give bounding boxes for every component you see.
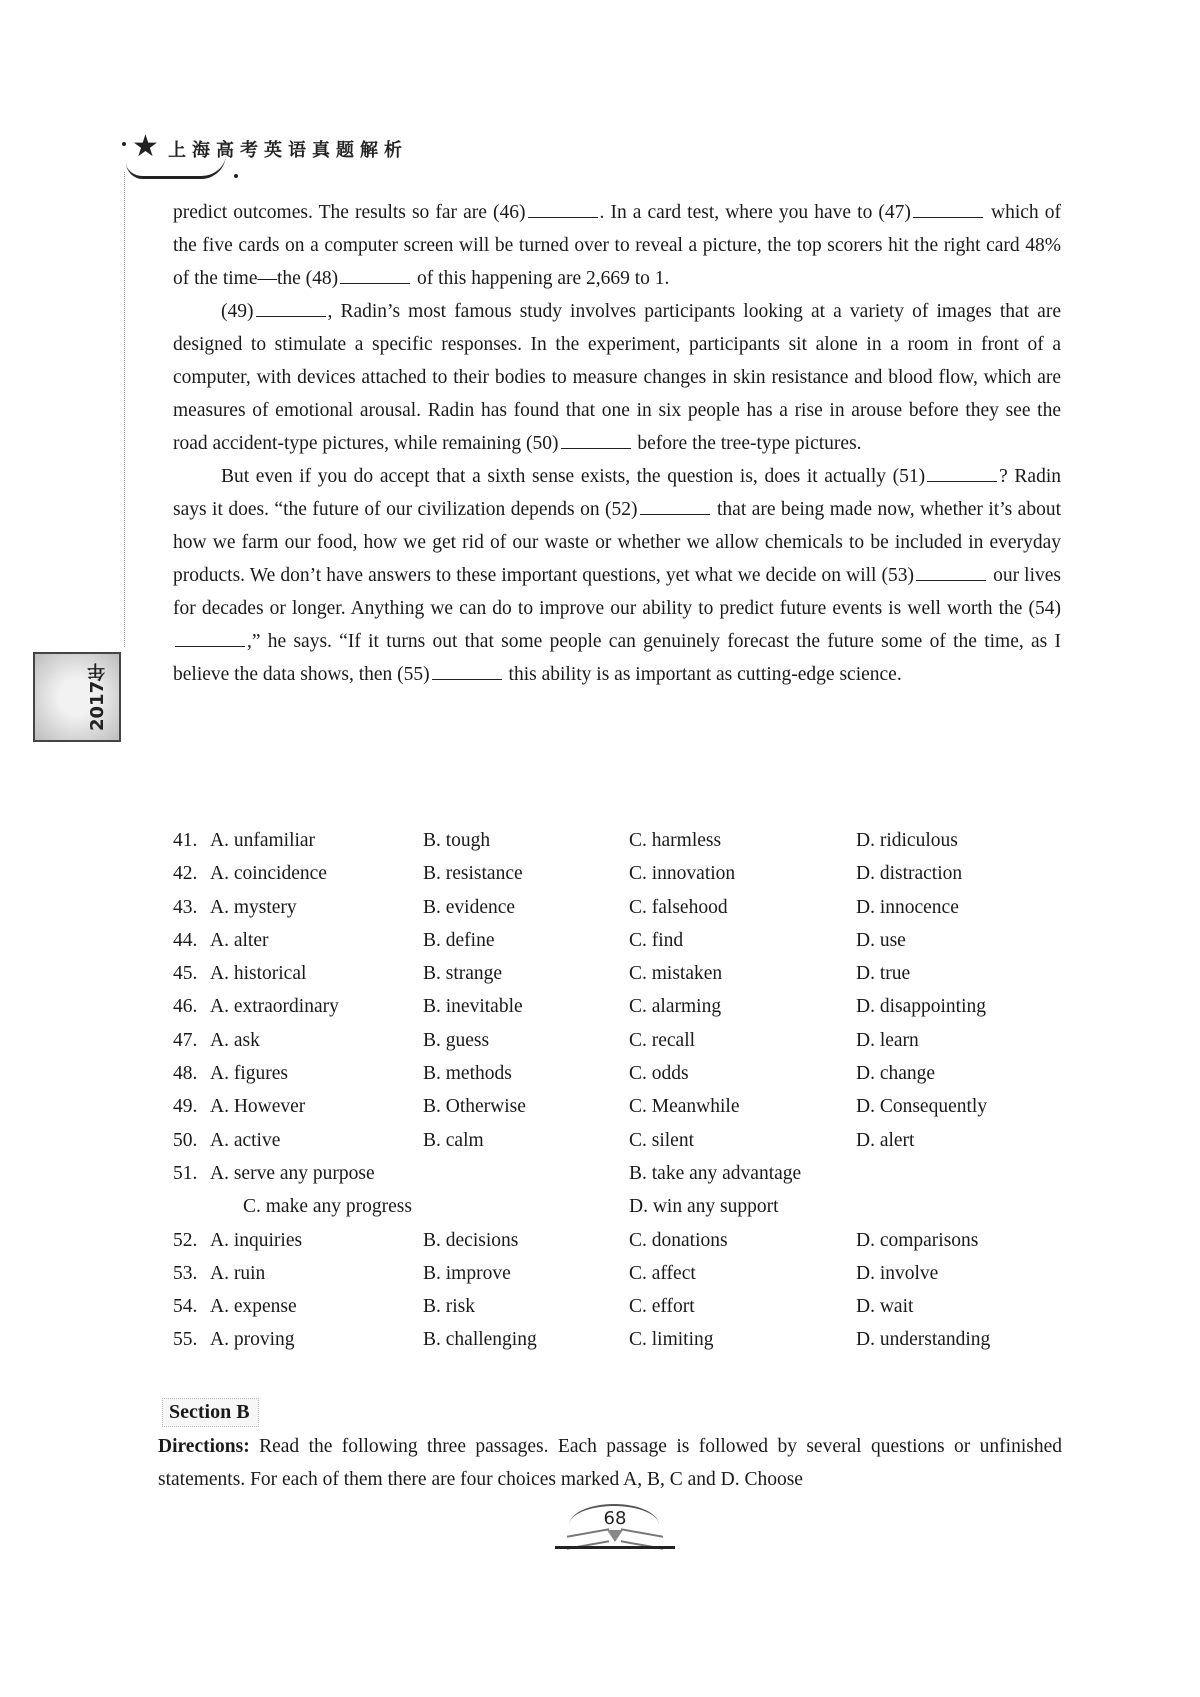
question-row: [163, 1090, 1063, 1123]
question-row: [163, 990, 1063, 1023]
passage-text: , Radin’s most famous study involves participants looking at a variety of images that are designed to stimulate a specific responses. In the experiment, participants sit alone in a room in front of a computer, with devices attached to their bodies to measure changes in skin resistance and blood flow, which are measures of emotional arousal. Radin has found that one in six people has a rise in arouse before they see the road accident-type pictures, while remaining (50): [173, 301, 1061, 454]
answer-blank: [340, 267, 410, 284]
option-b: B. evidence: [423, 896, 516, 918]
option-d: D. change: [856, 1063, 936, 1085]
option-d: D. understanding: [856, 1329, 991, 1351]
question-row: [163, 924, 1063, 957]
option-d: D. involve: [856, 1262, 939, 1284]
option-c: C. affect: [629, 1262, 696, 1284]
question-number: 45.: [173, 963, 198, 985]
passage-text: (49): [221, 301, 254, 322]
option-a: A. coincidence: [210, 863, 327, 885]
section-heading: Section B: [162, 1398, 259, 1427]
passage-paragraph: [173, 196, 1061, 295]
question-number: 44.: [173, 929, 198, 951]
question-number: 43.: [173, 896, 198, 918]
answer-blank: [432, 663, 502, 680]
year-label: 2017年: [87, 662, 108, 732]
year-tab: [33, 652, 121, 742]
question-row: [163, 1157, 1063, 1190]
question-number: 53.: [173, 1262, 198, 1284]
question-options: [163, 824, 1063, 1357]
option-a: A. However: [210, 1096, 306, 1118]
option-a: A. inquiries: [210, 1229, 303, 1251]
question-row: [163, 1323, 1063, 1356]
page-number-badge: [555, 1502, 675, 1552]
passage-text: But even if you do accept that a sixth sense exists, the question is, does it actually (51): [221, 466, 926, 487]
passage-text: before the tree-type pictures.: [632, 433, 862, 454]
question-row: [163, 1024, 1063, 1057]
question-number: 50.: [173, 1129, 198, 1151]
question-row: [163, 824, 1063, 857]
option-a: A. mystery: [210, 896, 297, 918]
option-a: A. serve any purpose: [210, 1162, 375, 1184]
passage-text: this ability is as important as cutting-edge science.: [503, 664, 902, 685]
passage-text: . In a card test, where you have to (47): [599, 202, 911, 223]
option-b: B. take any advantage: [629, 1162, 802, 1184]
option-c: C. make any progress: [243, 1196, 412, 1218]
option-b: B. inevitable: [423, 996, 523, 1018]
option-c: C. silent: [629, 1129, 695, 1151]
option-d: D. learn: [856, 1029, 919, 1051]
question-row: [163, 1124, 1063, 1157]
directions-text: Read the following three passages. Each passage is followed by several questions or unfinished statements. For each of them there are four choices marked A, B, C and D. Choose: [158, 1436, 1062, 1490]
question-number: 41.: [173, 830, 198, 851]
question-number: 48.: [173, 1063, 198, 1085]
passage-text: predict outcomes. The results so far are (46): [173, 202, 526, 223]
option-b: B. resistance: [423, 863, 523, 885]
option-d: D. true: [856, 963, 911, 985]
option-c: C. find: [629, 929, 684, 951]
question-row: [163, 857, 1063, 890]
answer-blank: [913, 201, 983, 218]
option-a: A. historical: [210, 963, 307, 985]
passage-text: that are being made now, whether it’s about how we farm our food, how we get rid of our waste or whether we allow chemicals to be included in everyday products. We don’t have answers to these important questions, yet what we decide on will (53): [173, 499, 1061, 586]
question-row: [163, 891, 1063, 924]
option-a: A. alter: [210, 929, 269, 951]
option-d: D. ridiculous: [856, 830, 958, 851]
option-c: C. harmless: [629, 830, 722, 851]
option-b: B. risk: [423, 1296, 476, 1318]
cloze-passage: [173, 196, 1061, 691]
question-number: 55.: [173, 1329, 198, 1351]
option-c: C. donations: [629, 1229, 728, 1251]
option-d: D. alert: [856, 1129, 915, 1151]
option-c: C. effort: [629, 1296, 695, 1318]
option-b: B. Otherwise: [423, 1096, 526, 1118]
directions: [158, 1430, 1062, 1496]
option-a: A. unfamiliar: [210, 830, 316, 851]
option-b: B. calm: [423, 1129, 484, 1151]
question-number: 54.: [173, 1296, 198, 1318]
passage-paragraph: [173, 295, 1061, 460]
question-row: [163, 957, 1063, 990]
passage-text: our lives for decades or longer. Anything we can do to improve our ability to predict future events is well worth the (54): [173, 565, 1061, 619]
star-icon: ★: [132, 130, 159, 163]
option-b: B. strange: [423, 963, 503, 985]
passage-text: ? Radin says it does. “the future of our civilization depends on (52): [173, 466, 1061, 520]
book-base: [555, 1546, 675, 1549]
question-number: 52.: [173, 1229, 198, 1251]
decorative-dot: [234, 174, 238, 178]
option-a: A. expense: [210, 1296, 297, 1318]
option-c: C. recall: [629, 1029, 696, 1051]
question-row: [163, 1290, 1063, 1323]
question-number: 47.: [173, 1029, 198, 1051]
option-d: D. use: [856, 929, 906, 951]
option-d: D. Consequently: [856, 1096, 988, 1118]
answer-blank: [640, 498, 710, 515]
page-number: 68: [603, 1508, 627, 1529]
option-c: C. alarming: [629, 996, 722, 1018]
passage-text: of this happening are 2,669 to 1.: [412, 268, 670, 289]
option-d: D. win any support: [629, 1196, 779, 1218]
option-c: C. innovation: [629, 863, 736, 885]
answer-blank: [256, 300, 326, 317]
book-header: [118, 128, 518, 188]
option-a: A. proving: [210, 1329, 295, 1351]
option-c: C. Meanwhile: [629, 1096, 740, 1118]
passage-paragraph: [173, 460, 1061, 691]
option-a: A. ruin: [210, 1262, 266, 1284]
passage-text: which of the five cards on a computer screen will be turned over to reveal a picture, the top scorers hit the right card 48% of the time—the (48): [173, 202, 1061, 289]
option-c: C. mistaken: [629, 963, 723, 985]
option-b: B. methods: [423, 1063, 512, 1085]
option-a: A. ask: [210, 1029, 260, 1051]
passage-text: ,” he says. “If it turns out that some people can genuinely forecast the future some of the time, as I believe the data shows, then (55): [173, 631, 1061, 685]
book-spine: [607, 1530, 623, 1542]
question-number: 51.: [173, 1162, 198, 1184]
question-number: 42.: [173, 863, 198, 885]
option-a: A. active: [210, 1129, 281, 1151]
question-row: [163, 1190, 1063, 1223]
directions-label: Directions:: [158, 1436, 250, 1457]
option-d: D. innocence: [856, 896, 959, 918]
book-title: 上海高考英语真题解析: [168, 140, 408, 161]
option-d: D. disappointing: [856, 996, 986, 1018]
option-d: D. wait: [856, 1296, 914, 1318]
question-number: 46.: [173, 996, 198, 1018]
question-row: [163, 1224, 1063, 1257]
option-b: B. tough: [423, 830, 491, 851]
option-c: C. falsehood: [629, 896, 728, 918]
margin-dotted-line: [124, 172, 125, 647]
answer-blank: [561, 432, 631, 449]
question-row: [163, 1257, 1063, 1290]
option-b: B. decisions: [423, 1229, 519, 1251]
option-d: D. comparisons: [856, 1229, 979, 1251]
question-number: 49.: [173, 1096, 198, 1118]
option-b: B. guess: [423, 1029, 490, 1051]
option-b: B. define: [423, 929, 495, 951]
decorative-dot: [122, 142, 126, 146]
option-a: A. figures: [210, 1063, 288, 1085]
option-b: B. challenging: [423, 1329, 537, 1351]
option-a: A. extraordinary: [210, 996, 339, 1018]
option-c: C. limiting: [629, 1329, 714, 1351]
answer-blank: [528, 201, 598, 218]
answer-blank: [175, 630, 245, 647]
option-b: B. improve: [423, 1262, 511, 1284]
option-d: D. distraction: [856, 863, 963, 885]
answer-blank: [916, 564, 986, 581]
answer-blank: [927, 465, 997, 482]
option-c: C. odds: [629, 1063, 689, 1085]
question-row: [163, 1057, 1063, 1090]
